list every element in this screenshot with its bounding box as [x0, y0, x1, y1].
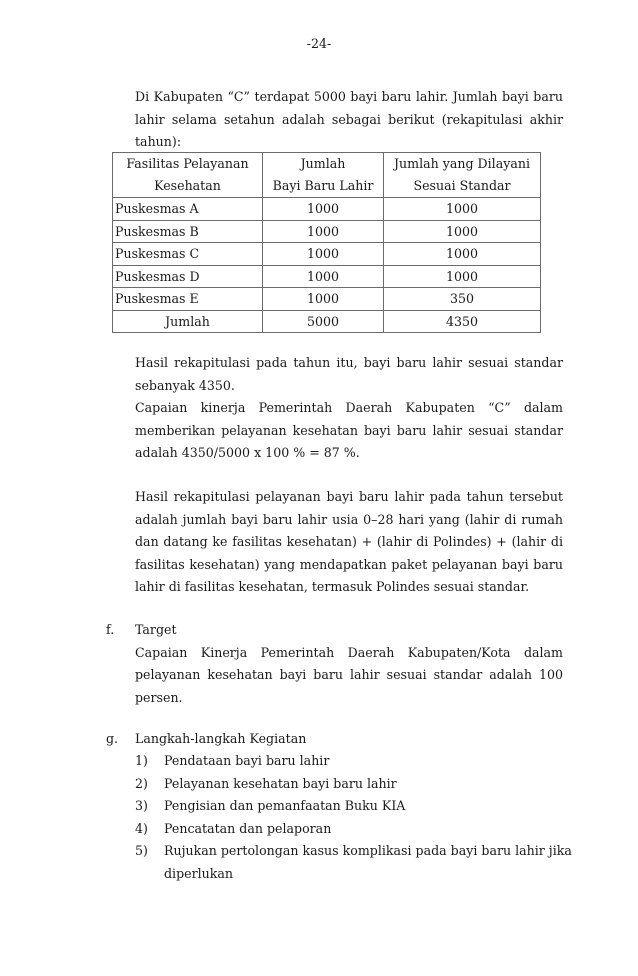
result-line: Hasil rekapitulasi pada tahun itu, bayi baru lahir sesuai standar — [135, 355, 563, 370]
result-paragraph — [135, 352, 563, 465]
list-item-text: Rujukan pertolongan kasus komplikasi pada bayi baru lahir jika — [164, 843, 572, 858]
header-text: Kesehatan — [154, 178, 221, 193]
table-cell: 1000 — [263, 220, 384, 243]
recap-line: fasilitas kesehatan) yang mendapatkan paket pelayanan bayi baru — [135, 556, 563, 572]
section-g-title-block — [135, 728, 563, 751]
header-text: Bayi Baru Lahir — [272, 178, 374, 193]
table-row — [113, 288, 541, 311]
table-cell: Puskesmas C — [113, 243, 263, 266]
table-row — [113, 243, 541, 266]
table-cell: 350 — [384, 288, 541, 311]
header-facility — [113, 153, 263, 198]
result-line: sebanyak 4350. — [135, 377, 235, 393]
total-label: Jumlah — [113, 310, 263, 333]
table-header-row — [113, 153, 541, 198]
list-item-text: Pencatatan dan pelaporan — [164, 820, 332, 836]
result-line: Capaian kinerja Pemerintah Daerah Kabupaten “C” dalam — [135, 400, 563, 415]
list-item-text: Pendataan bayi baru lahir — [164, 753, 330, 768]
header-text: Fasilitas Pelayanan — [126, 156, 249, 171]
table-cell: Puskesmas E — [113, 288, 263, 311]
table-cell: Puskesmas B — [113, 220, 263, 243]
list-item-text: Pengisian dan pemanfaatan Buku KIA — [164, 798, 406, 813]
section-f-line: Capaian Kinerja Pemerintah Daerah Kabupaten/Kota dalam — [135, 644, 563, 660]
page-number: -24- — [306, 36, 332, 51]
table-total-row — [113, 310, 541, 333]
section-f-title: Target — [135, 622, 177, 637]
activity-steps-list — [135, 750, 572, 885]
table-cell: Puskesmas A — [113, 198, 263, 221]
result-line: adalah 4350/5000 x 100 % = 87 %. — [135, 445, 360, 460]
list-item-number: 5) — [135, 843, 148, 858]
facility-table — [112, 152, 541, 333]
table-row — [113, 198, 541, 221]
recap-line: dan datang ke fasilitas kesehatan) + (lahir di Polindes) + (lahir di — [135, 534, 563, 549]
intro-line: tahun): — [135, 134, 182, 149]
header-text: Jumlah yang Dilayani — [394, 156, 530, 171]
intro-line: Di Kabupaten “C” terdapat 5000 bayi baru lahir. Jumlah bayi baru — [135, 89, 563, 104]
list-item-number: 1) — [135, 753, 148, 768]
recap-paragraph — [135, 486, 563, 599]
list-item-number: 4) — [135, 820, 148, 836]
intro-line: lahir selama setahun adalah sebagai berikut (rekapitulasi akhir — [135, 111, 563, 127]
table-cell: 1000 — [263, 243, 384, 266]
header-births — [263, 153, 384, 198]
list-item-text: Pelayanan kesehatan bayi baru lahir — [164, 775, 397, 791]
section-f-marker: f. — [106, 622, 115, 637]
section-f-target — [135, 619, 563, 709]
list-item — [135, 840, 572, 885]
list-item — [135, 773, 563, 796]
table-cell: 1000 — [263, 265, 384, 288]
table-cell: 1000 — [263, 288, 384, 311]
intro-paragraph — [135, 86, 563, 154]
table-cell: 1000 — [263, 198, 384, 221]
table-cell: 1000 — [384, 220, 541, 243]
list-item — [135, 750, 563, 773]
section-f-line: persen. — [135, 689, 183, 705]
header-text: Jumlah — [300, 156, 346, 171]
list-item — [135, 818, 563, 841]
section-g-marker: g. — [106, 731, 119, 746]
table-cell: 1000 — [384, 198, 541, 221]
list-item-number: 2) — [135, 775, 148, 791]
list-item-number: 3) — [135, 798, 148, 813]
table-cell: Puskesmas D — [113, 265, 263, 288]
header-text: Sesuai Standar — [413, 178, 511, 193]
section-g-title: Langkah-langkah Kegiatan — [135, 731, 307, 746]
section-f-line: pelayanan kesehatan bayi baru lahir sesuai standar adalah 100 — [135, 667, 563, 682]
recap-line: lahir di fasilitas kesehatan, termasuk Polindes sesuai standar. — [135, 579, 530, 594]
total-served: 4350 — [384, 310, 541, 333]
table-row — [113, 220, 541, 243]
table-cell: 1000 — [384, 265, 541, 288]
result-line: memberikan pelayanan kesehatan bayi baru lahir sesuai standar — [135, 422, 563, 438]
recap-line: Hasil rekapitulasi pelayanan bayi baru lahir pada tahun tersebut — [135, 489, 563, 504]
list-item — [135, 795, 563, 818]
table-row — [113, 265, 541, 288]
total-births: 5000 — [263, 310, 384, 333]
table-cell: 1000 — [384, 243, 541, 266]
header-served — [384, 153, 541, 198]
recap-line: adalah jumlah bayi baru lahir usia 0–28 hari yang (lahir di rumah — [135, 511, 563, 527]
list-item-text: diperlukan — [164, 865, 234, 881]
